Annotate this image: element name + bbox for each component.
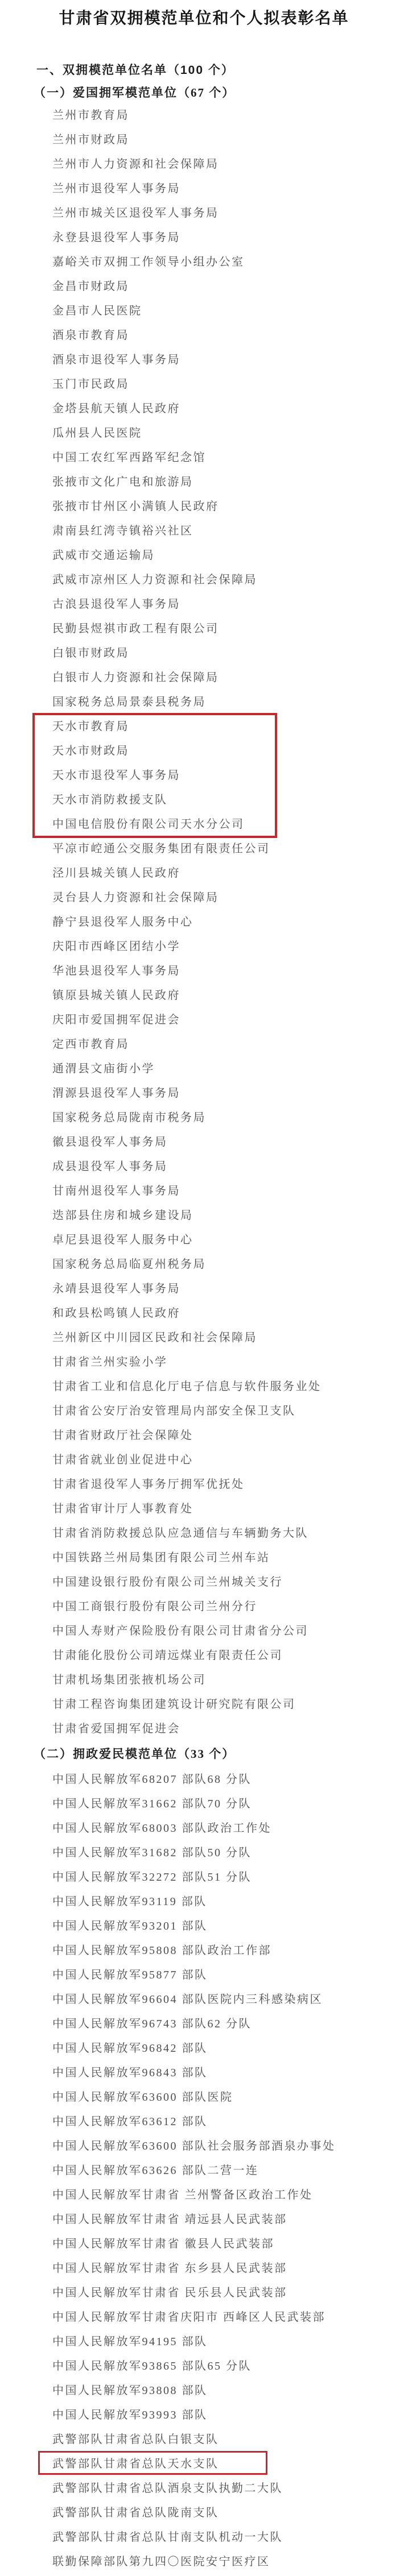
list-item: 中国人民解放军93119 部队: [52, 1895, 207, 1908]
list-item: 永登县退役军人事务局: [52, 231, 180, 244]
list-item: 兰州新区中川园区民政和社会保障局: [52, 1331, 257, 1344]
list-item: 中国人民解放军31662 部队70 分队: [52, 1798, 252, 1810]
list-item: 中国人民解放军93993 部队: [52, 2409, 208, 2421]
list-item: 中国工农红军西路军纪念馆: [52, 451, 206, 464]
list-item: 成县退役军人事务局: [52, 1160, 168, 1173]
list-item: 中国人民解放军68003 部队政治工作处: [52, 1822, 271, 1835]
list-item: 通渭县文庙街小学: [52, 1063, 155, 1075]
list-item: 中国人民解放军63612 部队: [52, 2115, 208, 2128]
list-item: 永靖县退役军人事务局: [52, 1283, 180, 1295]
list-item: 中国人寿财产保险股份有限公司甘肃省分公司: [52, 1625, 308, 1637]
list-item: 和政县松鸣镇人民政府: [52, 1307, 180, 1320]
list-item: 武警部队甘肃省总队酒泉支队执勤二大队: [52, 2482, 283, 2495]
list-item: 天水市教育局: [52, 720, 129, 733]
list-item: 中国人民解放军甘肃省 兰州警备区政治工作处: [52, 2189, 313, 2201]
subsection-heading-support-gov-love-people: （二）拥政爱民模范单位（33 个）: [34, 1747, 236, 1761]
list-item: 甘肃省爱国拥军促进会: [52, 1723, 180, 1735]
list-item: 徽县退役军人事务局: [52, 1136, 168, 1148]
list-item: 庆阳市爱国拥军促进会: [52, 1014, 180, 1026]
list-item: 中国人民解放军93808 部队: [52, 2384, 208, 2397]
list-item: 中国人民解放军95877 部队: [52, 1969, 208, 1981]
list-item: 武警部队甘肃省总队陇南支队: [52, 2507, 219, 2519]
list-item: 庆阳市西峰区团结小学: [52, 940, 180, 953]
subsection-heading-patriotic-support-army: （一）爱国拥军模范单位（67 个）: [34, 86, 236, 99]
list-item: 白银市人力资源和社会保障局: [52, 671, 219, 684]
list-item: 中国人民解放军63600 部队医院: [52, 2091, 233, 2104]
list-item: 金塔县航天镇人民政府: [52, 403, 180, 415]
list-item: 中国人民解放军94195 部队: [52, 2336, 208, 2348]
list-item: 瓜州县人民医院: [52, 427, 142, 439]
list-item: 联勤保障部队第九四〇医院安宁医疗区: [52, 2556, 270, 2568]
list-item: 嘉峪关市双拥工作领导小组办公室: [52, 256, 245, 268]
list-item: 中国人民解放军32272 部队51 分队: [52, 1871, 252, 1884]
list-item: 中国人民解放军63626 部队二营一连: [52, 2164, 259, 2177]
list-item: 静宁县退役军人服务中心: [52, 916, 193, 928]
list-item: 中国人民解放军甘肃省 徽县人民武装部: [52, 2238, 274, 2250]
list-item: 渭源县退役军人事务局: [52, 1087, 180, 1100]
list-item: 镇原县城关镇人民政府: [52, 989, 180, 1002]
list-item: 国家税务总局临夏州税务局: [52, 1258, 206, 1271]
list-item: 中国人民解放军96604 部队医院内三科感染病区: [52, 1993, 323, 2006]
list-item: 中国人民解放军96743 部队62 分队: [52, 2018, 252, 2030]
list-item: 华池县退役军人事务局: [52, 965, 180, 977]
list-item: 中国人民解放军甘肃省 东乡县人民武装部: [52, 2262, 287, 2275]
list-item: 甘肃能化股份公司靖远煤业有限责任公司: [52, 1649, 283, 1662]
list-item: 中国人民解放军甘肃省庆阳市 西峰区人民武装部: [52, 2311, 325, 2324]
list-item: 兰州市教育局: [52, 109, 129, 122]
list-item: 国家税务总局陇南市税务局: [52, 1111, 206, 1124]
list-item: 武威市交通运输局: [52, 549, 155, 562]
list-item: 迭部县住房和城乡建设局: [52, 1209, 193, 1222]
list-item: 兰州市退役军人事务局: [52, 182, 180, 195]
list-item: 武威市凉州区人力资源和社会保障局: [52, 574, 257, 586]
list-item: 甘肃工程咨询集团建筑设计研究院有限公司: [52, 1698, 296, 1711]
list-item: 中国人民解放军95808 部队政治工作部: [52, 1944, 271, 1957]
list-item: 中国建设银行股份有限公司兰州城关支行: [52, 1576, 283, 1588]
list-item: 酒泉市教育局: [52, 329, 129, 342]
list-item: 武警部队甘肃省总队天水支队: [52, 2458, 219, 2470]
list-item: 泾川县城关镇人民政府: [52, 867, 180, 880]
list-item: 甘南州退役军人事务局: [52, 1185, 180, 1197]
list-item: 白银市财政局: [52, 647, 129, 659]
list-item: 甘肃省财政厅社会保障处: [52, 1429, 193, 1442]
list-item: 中国人民解放军68207 部队68 分队: [52, 1773, 252, 1786]
list-item: 灵台县人力资源和社会保障局: [52, 891, 219, 904]
list-item: 甘肃省消防救援总队应急通信与车辆勤务大队: [52, 1527, 308, 1540]
list-item: 天水市财政局: [52, 745, 129, 757]
list-item: 兰州市财政局: [52, 134, 129, 146]
list-item: 肃南县红湾寺镇裕兴社区: [52, 525, 193, 537]
list-item: 古浪县退役军人事务局: [52, 598, 180, 611]
list-item: 兰州市城关区退役军人事务局: [52, 207, 219, 219]
list-item: 民勤县煜祺市政工程有限公司: [52, 623, 219, 635]
list-item: 定西市教育局: [52, 1038, 129, 1051]
list-item: 中国铁路兰州局集团有限公司兰州车站: [52, 1552, 270, 1564]
list-item: 张掖市甘州区小满镇人民政府: [52, 500, 219, 513]
list-item: 武警部队甘肃省总队白银支队: [52, 2433, 219, 2446]
list-item: 甘肃省退役军人事务厅拥军优抚处: [52, 1478, 245, 1491]
list-item: 中国工商银行股份有限公司兰州分行: [52, 1600, 257, 1613]
list-item: 中国人民解放军93201 部队: [52, 1920, 208, 1932]
list-item: 天水市消防救援支队: [52, 794, 168, 806]
list-item: 中国人民解放军96843 部队: [52, 2067, 208, 2079]
list-item: 中国人民解放军93865 部队65 分队: [52, 2360, 252, 2372]
list-item: 中国人民解放军96842 部队: [52, 2042, 208, 2055]
section-heading-unit-list: 一、双拥模范单位名单（100 个）: [36, 64, 234, 77]
list-item: 金昌市财政局: [52, 280, 129, 293]
list-item: 甘肃机场集团张掖机场公司: [52, 1674, 206, 1686]
list-item: 金昌市人民医院: [52, 305, 142, 317]
list-item: 甘肃省工业和信息化厅电子信息与软件服务业处: [52, 1380, 322, 1393]
list-item: 中国电信股份有限公司天水分公司: [52, 818, 245, 831]
list-item: 国家税务总局景泰县税务局: [52, 696, 206, 708]
page-title: 甘肃省双拥模范单位和个人拟表彰名单: [59, 9, 349, 27]
list-item: 平凉市崆通公交服务集团有限责任公司: [52, 843, 270, 855]
list-item: 中国人民解放军31682 部队50 分队: [52, 1847, 252, 1859]
list-item: 中国人民解放军甘肃省 民乐县人民武装部: [52, 2287, 287, 2299]
list-item: 甘肃省审计厅人事教育处: [52, 1503, 193, 1515]
list-item: 中国人民解放军63600 部队社会服务部酒泉办事处: [52, 2140, 336, 2152]
list-item: 甘肃省就业创业促进中心: [52, 1454, 193, 1466]
list-item: 甘肃省公安厅治安管理局内部安全保卫支队: [52, 1405, 296, 1417]
unit-list-support-gov-love-people: [0, 1768, 408, 2574]
list-item: 天水市退役军人事务局: [52, 769, 180, 782]
list-item: 张掖市文化广电和旅游局: [52, 476, 193, 488]
unit-list-patriotic-support-army: [0, 103, 408, 1741]
list-item: 兰州市人力资源和社会保障局: [52, 158, 219, 171]
list-item: 酒泉市退役军人事务局: [52, 354, 180, 366]
list-item: 甘肃省兰州实验小学: [52, 1356, 168, 1368]
list-item: 卓尼县退役军人服务中心: [52, 1234, 193, 1246]
list-item: 玉门市民政局: [52, 378, 129, 391]
list-item: 中国人民解放军甘肃省 靖远县人民武装部: [52, 2213, 287, 2226]
list-item: 武警部队甘肃省总队甘南支队机动一大队: [52, 2531, 283, 2544]
